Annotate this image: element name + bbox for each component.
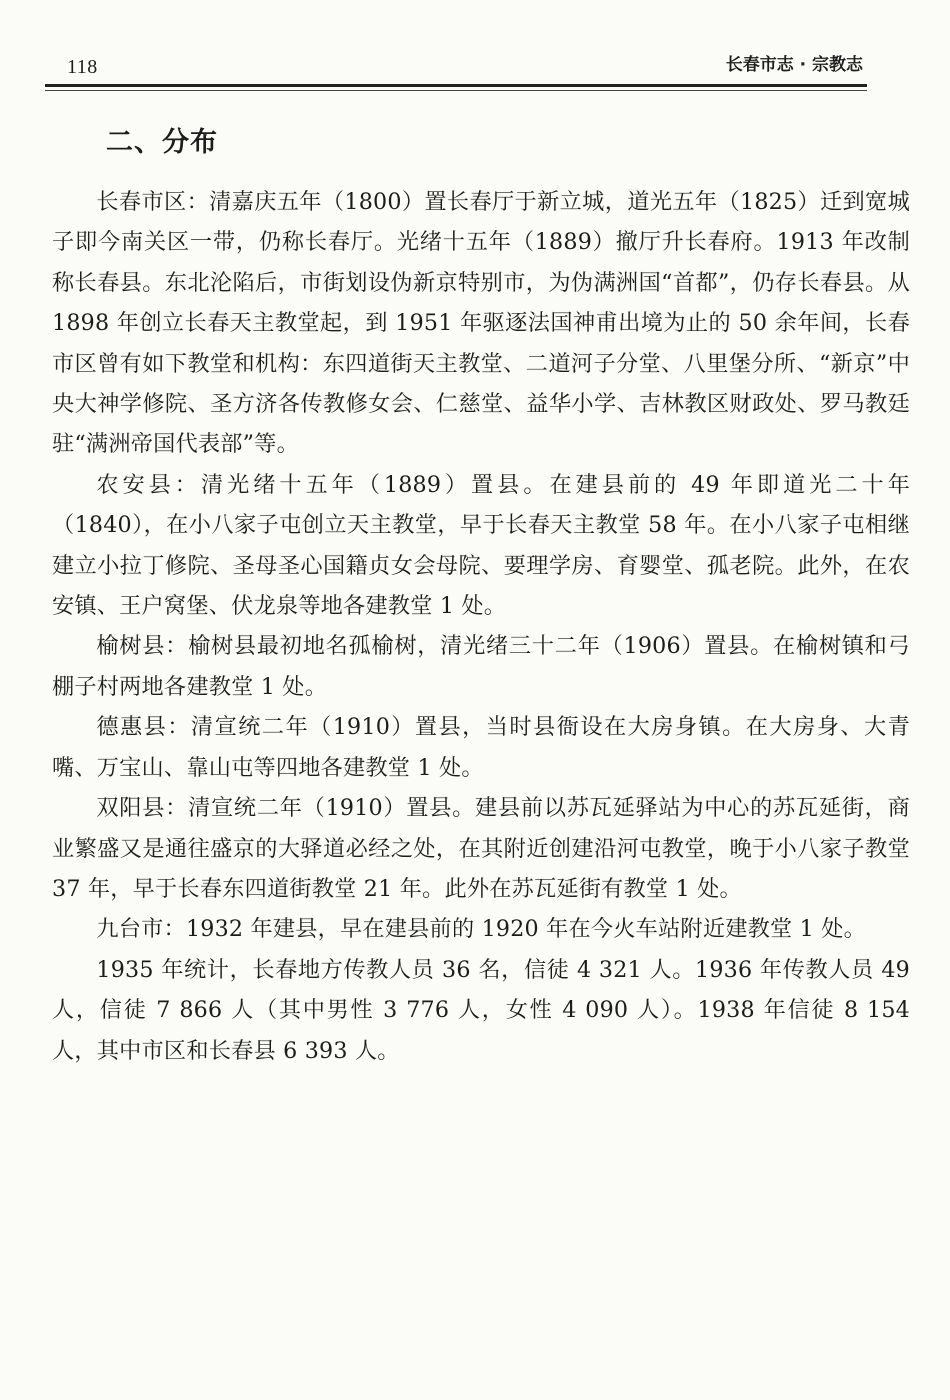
paragraph-yushu: 榆树县：榆树县最初地名孤榆树，清光绪三十二年（1906）置县。在榆树镇和弓棚子村两地各建教堂 1 处。 [52,633,910,700]
paragraph-nongan: 农安县：清光绪十五年（1889）置县。在建县前的 49 年即道光二十年（1840），在小八家子屯创立天主教堂，早于长春天主教堂 58 年。在小八家子屯相继建立小拉丁修院、圣母圣心国籍贞女会母院、要理学房、育婴堂、孤老院。此外，在农安镇、王户窝堡、伏龙泉等地各建教堂 1 处。 [52,471,910,620]
running-title: 长春市志 · 宗教志 [725,55,863,75]
paragraph-changchun-urban: 长春市区：清嘉庆五年（1800）置长春厅于新立城，道光五年（1825）迁到宽城子即今南关区一带，仍称长春厅。光绪十五年（1889）撤厅升长春府。1913 年改制称长春县。东北沦陷后，市街划设伪新京特别市，为伪满洲国“首都”，仍存长春县。从 1898 年创立长春天主教堂起，到 1951 年驱逐法国神甫出境为止的 50 余年间，长春市区曾有如下教堂和机构：东四道街天主教堂、二道河子分堂、八里堡分所、“新京”中央大神学修院、圣方济各传教修女会、仁慈堂、益华小学、吉林教区财政处、罗马教廷驻“满洲帝国代表部”等。 [52,189,910,458]
header-rule-thick [45,84,867,87]
body-text [52,182,910,1071]
paragraph-dehui: 德惠县：清宣统二年（1910）置县，当时县衙设在大房身镇。在大房身、大青嘴、万宝山、靠山屯等四地各建教堂 1 处。 [52,714,910,781]
paragraph-statistics: 1935 年统计，长春地方传教人员 36 名，信徒 4 321 人。1936 年传教人员 49 人，信徒 7 866 人（其中男性 3 776 人，女性 4 090 人）。1938 年信徒 8 154 人，其中市区和长春县 6 393 人。 [52,956,910,1064]
page-header [45,48,865,78]
paragraph-jiutai: 九台市：1932 年建县，早在建县前的 1920 年在今火车站附近建教堂 1 处。 [96,916,866,943]
header-rule-thin [45,90,867,91]
paragraph-shuangyang: 双阳县：清宣统二年（1910）置县。建县前以苏瓦延驿站为中心的苏瓦延街，商业繁盛又是通往盛京的大驿道必经之处，在其附近创建沿河屯教堂，晚于小八家子教堂 37 年，早于长春东四道街教堂 21 年。此外在苏瓦延街有教堂 1 处。 [52,795,910,902]
section-heading: 二、分布 [106,127,218,158]
page-number: 118 [67,56,98,78]
